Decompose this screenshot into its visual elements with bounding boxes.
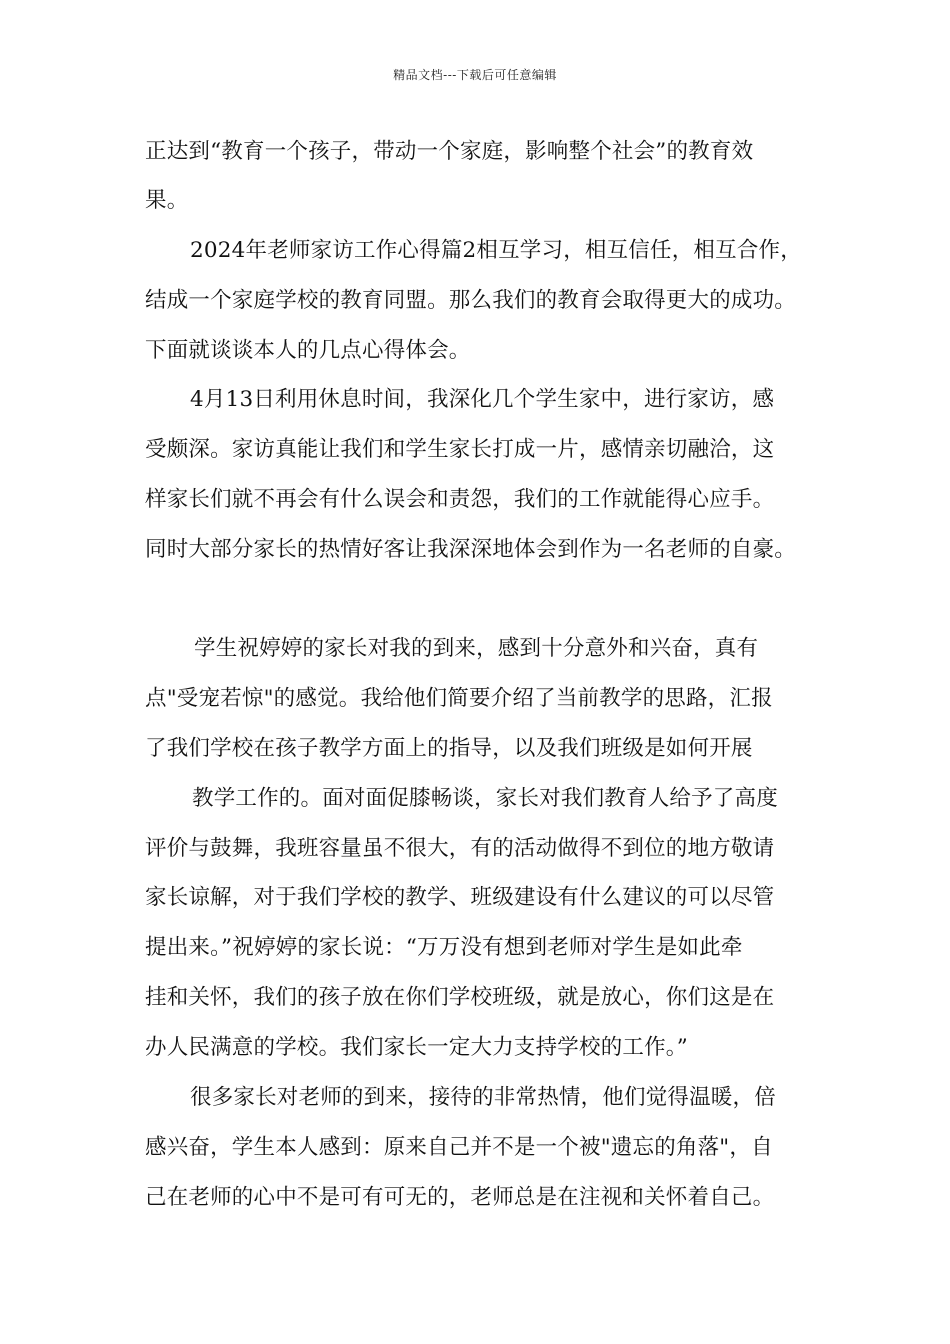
body-line: 受颇深。家访真能让我们和学生家长打成一片，感情亲切融洽，这 <box>145 437 775 462</box>
body-line: 很多家长对老师的到来，接待的非常热情，他们觉得温暖，倍 <box>190 1085 776 1110</box>
page-header: 精品文档---下载后可任意编辑 <box>393 68 557 82</box>
body-line: 办人民满意的学校。我们家长一定大力支持学校的工作。” <box>145 1035 688 1060</box>
body-line: 正达到“教育一个孩子，带动一个家庭，影响整个社会”的教育效 <box>145 139 754 164</box>
body-line: 果。 <box>145 188 189 213</box>
body-line: 家长谅解，对于我们学校的教学、班级建设有什么建议的可以尽管 <box>145 885 775 910</box>
body-line: 教学工作的。面对面促膝畅谈，家长对我们教育人给予了高度 <box>192 786 778 811</box>
body-line: 挂和关怀，我们的孩子放在你们学校班级，就是放心，你们这是在 <box>145 985 775 1010</box>
body-line: 评价与鼓舞，我班容量虽不很大，有的活动做得不到位的地方敬请 <box>145 836 775 861</box>
body-line: 下面就谈谈本人的几点心得体会。 <box>145 338 471 363</box>
body-line: 学生祝婷婷的家长对我的到来，感到十分意外和兴奋，真有 <box>194 636 759 661</box>
body-line: 4月13日利用休息时间，我深化几个学生家中，进行家访，感 <box>190 387 775 412</box>
body-line: 同时大部分家长的热情好客让我深深地体会到作为一名老师的自豪。 <box>145 537 797 562</box>
body-line: 样家长们就不再会有什么误会和责怨，我们的工作就能得心应手。 <box>145 487 775 512</box>
body-line: 2024年老师家访工作心得篇2相互学习，相互信任，相互合作， <box>190 238 802 263</box>
body-line: 了我们学校在孩子教学方面上的指导，以及我们班级是如何开展 <box>145 736 753 761</box>
body-line: 点"受宠若惊"的感觉。我给他们简要介绍了当前教学的思路，汇报 <box>145 686 773 711</box>
body-line: 结成一个家庭学校的教育同盟。那么我们的教育会取得更大的成功。 <box>145 288 797 313</box>
body-line: 感兴奋，学生本人感到：原来自己并不是一个被"遗忘的角落"，自 <box>145 1135 773 1160</box>
body-line: 提出来。”祝婷婷的家长说：“万万没有想到老师对学生是如此牵 <box>145 935 743 960</box>
body-line: 己在老师的心中不是可有可无的，老师总是在注视和关怀着自己。 <box>145 1185 775 1210</box>
